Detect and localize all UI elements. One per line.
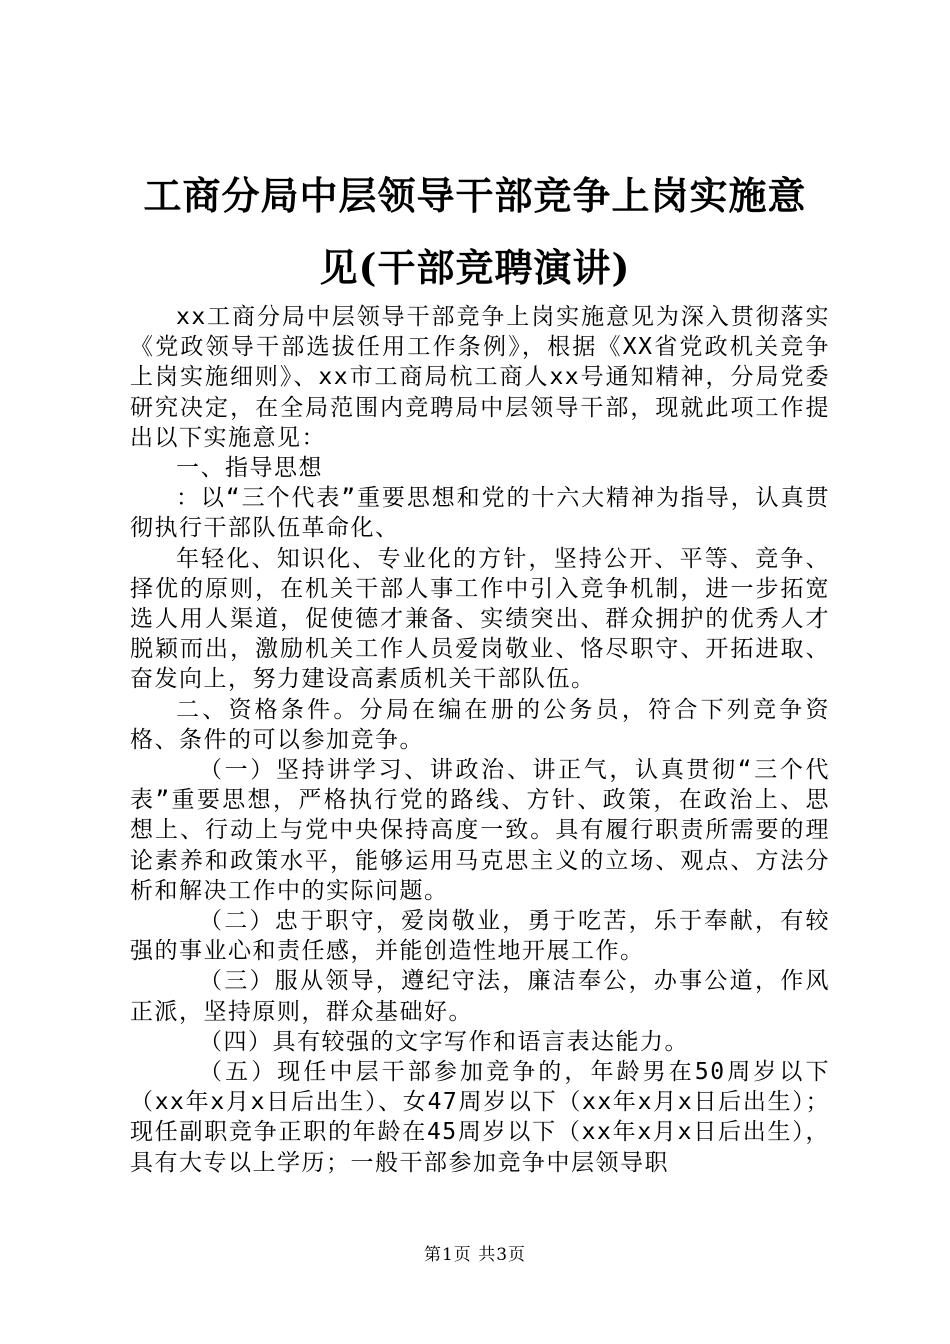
paragraph-intro: xx工商分局中层领导干部竞争上岗实施意见为深入贯彻落实《党政领导干部选拔任用工作条例》，根据《XX省党政机关竞争上岗实施细则》、xx市工商局杭工商人xx号通知精神，分局党委研究决定，在全局范围内竞聘局中层领导干部，现就此项工作提出以下实施意见： [130,304,830,451]
paragraph-condition-2: （二）忠于职守，爱岗敬业，勇于吃苦，乐于奉献，有较强的事业心和责任感，并能创造性地开展工作。 [130,908,830,965]
paragraph-condition-3: （三）服从领导，遵纪守法，廉洁奉公，办事公道，作风正派，坚持原则，群众基础好。 [130,968,830,1025]
heading-qualifications: 二、资格条件。分局在编在册的公务员，符合下列竞争资格、条件的可以参加竞争。 [130,696,830,753]
paragraph-guiding-ideology-1: ：以“三个代表”重要思想和党的十六大精神为指导，认真贯彻执行干部队伍革命化、 [130,485,830,542]
paragraph-condition-1: （一）坚持讲学习、讲政治、讲正气，认真贯彻“三个代表”重要思想，严格执行党的路线、方针、政策，在政治上、思想上、行动上与党中央保持高度一致。具有履行职责所需要的理论素养和政策水平，能够运用马克思主义的立场、观点、方法分析和解决工作中的实际问题。 [130,757,830,904]
heading-guiding-ideology: 一、指导思想 [176,455,323,482]
paragraph-condition-5: （五）现任中层干部参加竞争的，年龄男在50周岁以下（xx年x月x日后出生）、女47周岁以下（xx年x月x日后出生）；现任副职竞争正职的年龄在45周岁以下（xx年x月x日后出生），具有大专以上学历；一般干部参加竞争中层领导职 [130,1059,830,1176]
page-footer: 第1页 共3页 [423,1245,527,1265]
paragraph-condition-4: （四）具有较强的文字写作和语言表达能力。 [199,1028,689,1055]
document-body [130,302,830,1178]
paragraph-guiding-ideology-2: 年轻化、知识化、专业化的方针，坚持公开、平等、竞争、择优的原则，在机关干部人事工作中引入竞争机制，进一步拓宽选人用人渠道，促使德才兼备、实绩突出、群众拥护的优秀人才脱颖而出，激励机关工作人员爱岗敬业、恪尽职守、开拓进取、奋发向上，努力建设高素质机关干部队伍。 [130,545,830,693]
document-title: 工商分局中层领导干部竞争上岗实施意见(干部竞聘演讲) [143,173,807,290]
